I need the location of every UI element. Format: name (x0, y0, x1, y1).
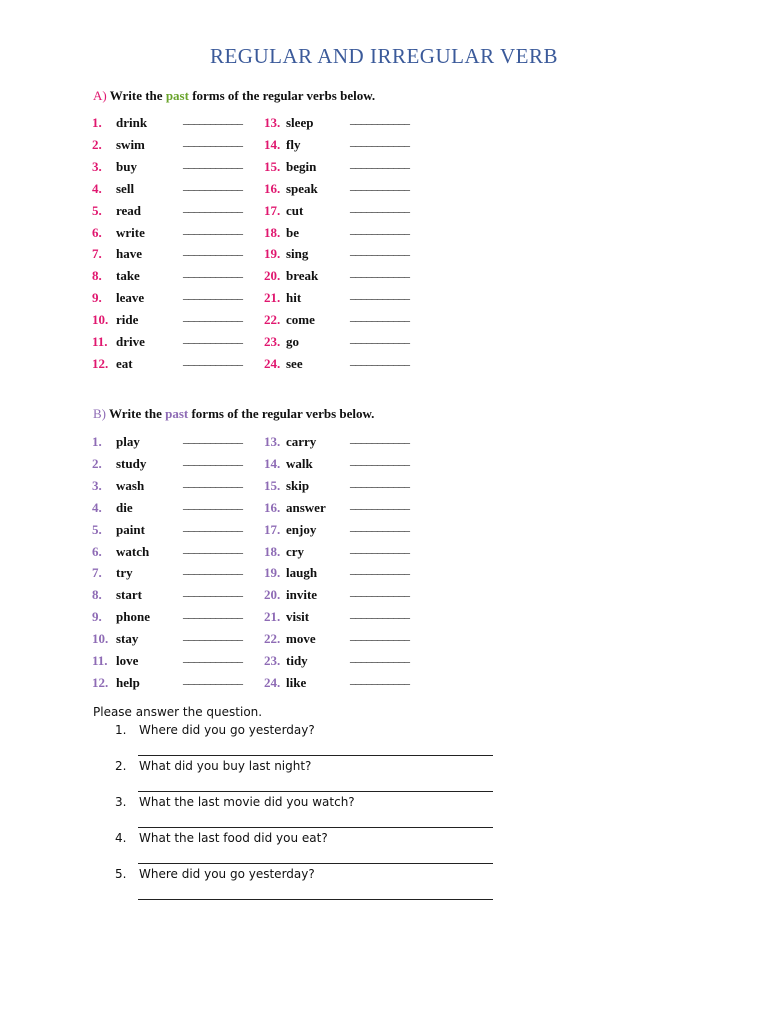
verb-number: 20. (264, 268, 281, 284)
verb-word: study (116, 455, 147, 471)
verb-word: skip (286, 477, 310, 493)
section-a-text-after: forms of the regular verbs below. (192, 88, 376, 103)
verb-item (92, 543, 149, 561)
verb-word: paint (116, 521, 145, 537)
question-number: 3. (115, 795, 127, 809)
verb-number: 3. (92, 158, 102, 174)
verb-item (264, 245, 308, 263)
answer-blank[interactable]: ___________ (183, 177, 243, 192)
answer-blank[interactable]: ___________ (183, 112, 243, 126)
answer-blank[interactable]: ___________ (350, 452, 410, 467)
answer-blank[interactable]: ___________ (350, 112, 410, 126)
answer-blank[interactable]: ___________ (350, 309, 410, 324)
answer-line[interactable] (138, 863, 493, 864)
verb-word: sing (286, 246, 309, 262)
verb-number: 1. (92, 115, 102, 130)
verb-word: eat (116, 355, 133, 371)
verb-number: 3. (92, 477, 102, 493)
verb-number: 7. (92, 565, 102, 581)
verb-number: 7. (92, 246, 102, 262)
verb-number: 9. (92, 609, 102, 625)
verb-item (264, 586, 317, 604)
question-text: Where did you go yesterday? (139, 723, 315, 737)
verb-word: come (286, 312, 315, 328)
answer-blank[interactable]: ___________ (350, 584, 410, 599)
verb-item (92, 433, 140, 451)
answer-blank[interactable]: ___________ (183, 221, 243, 236)
answer-blank[interactable]: ___________ (350, 199, 410, 214)
verb-word: sleep (286, 115, 314, 130)
verb-item (92, 674, 140, 692)
verb-number: 16. (264, 499, 281, 515)
answer-blank[interactable]: ___________ (183, 628, 243, 643)
verb-word: read (116, 202, 142, 218)
verb-number: 6. (92, 543, 102, 559)
section-b-text-before: Write the (109, 406, 162, 421)
verb-word: wash (116, 477, 145, 493)
answer-blank[interactable]: ___________ (183, 452, 243, 467)
verb-item (264, 521, 316, 539)
verb-number: 20. (264, 587, 281, 603)
section-a-heading (93, 88, 375, 104)
verb-number: 2. (92, 455, 102, 471)
verb-item (264, 289, 301, 307)
verb-item (264, 543, 304, 561)
verb-number: 9. (92, 290, 102, 306)
verb-item (264, 455, 313, 473)
section-a-letter: A) (93, 88, 107, 103)
answer-blank[interactable]: ___________ (183, 287, 243, 302)
verb-word: play (116, 434, 140, 449)
verb-item (264, 674, 306, 692)
verb-number: 13. (264, 434, 281, 449)
verb-number: 14. (264, 136, 281, 152)
verb-number: 23. (264, 653, 281, 668)
verb-number: 17. (264, 202, 281, 218)
verb-word: speak (286, 180, 318, 196)
verb-word: laugh (286, 565, 318, 581)
answer-blank[interactable]: ___________ (183, 671, 243, 686)
section-b-letter: B) (93, 406, 106, 421)
answer-blank[interactable]: ___________ (183, 331, 243, 345)
answer-line[interactable] (138, 827, 493, 828)
verb-word: cry (286, 543, 305, 559)
verb-number: 8. (92, 587, 102, 603)
verb-item (92, 355, 133, 373)
question-number: 2. (115, 759, 127, 773)
verb-word: move (286, 631, 316, 647)
verb-number: 5. (92, 521, 102, 537)
questions-intro: Please answer the question. (93, 705, 263, 719)
verb-word: answer (286, 499, 326, 515)
verb-word: sell (116, 180, 135, 196)
answer-blank[interactable]: ___________ (350, 496, 410, 511)
answer-blank[interactable]: ___________ (350, 431, 410, 445)
verb-word: break (286, 268, 319, 284)
verb-word: ride (116, 312, 139, 328)
answer-blank[interactable]: ___________ (183, 133, 243, 148)
verb-item (264, 311, 315, 329)
verb-word: cut (286, 202, 304, 218)
verb-word: tidy (286, 653, 308, 668)
verb-item (92, 224, 145, 242)
verb-item (92, 114, 147, 132)
answer-blank[interactable]: ___________ (350, 243, 410, 258)
verb-item (264, 114, 313, 132)
verb-number: 14. (264, 455, 281, 471)
verb-number: 19. (264, 565, 281, 581)
answer-line[interactable] (138, 899, 493, 900)
verb-number: 12. (92, 674, 109, 690)
answer-blank[interactable]: ___________ (183, 352, 243, 367)
answer-blank[interactable]: ___________ (183, 562, 243, 577)
verb-item (92, 311, 138, 329)
question-text: Where did you go yesterday? (139, 867, 315, 881)
verb-item (92, 564, 133, 582)
verb-item (264, 267, 318, 285)
verb-item (92, 245, 142, 263)
verb-item (92, 136, 145, 154)
verb-item (92, 333, 145, 351)
verb-word: die (116, 499, 133, 515)
question-text: What did you buy last night? (139, 759, 312, 773)
verb-word: take (116, 268, 140, 284)
verb-word: have (116, 246, 142, 262)
verb-item (264, 158, 316, 176)
answer-blank[interactable]: ___________ (183, 474, 243, 489)
verb-number: 5. (92, 202, 102, 218)
verb-word: visit (286, 609, 310, 625)
section-b-heading (93, 406, 374, 422)
verb-word: stay (116, 631, 139, 647)
verb-item (264, 564, 317, 582)
answer-blank[interactable]: ___________ (350, 606, 410, 621)
verb-item (92, 499, 133, 517)
verb-item (92, 267, 140, 285)
verb-item (264, 652, 308, 670)
verb-number: 11. (92, 334, 108, 349)
verb-number: 10. (92, 312, 109, 328)
verb-number: 2. (92, 136, 102, 152)
answer-blank[interactable]: ___________ (183, 540, 243, 555)
question-number: 1. (115, 723, 127, 737)
verb-item (264, 333, 299, 351)
verb-item (264, 180, 318, 198)
verb-number: 11. (92, 653, 108, 668)
verb-number: 23. (264, 334, 281, 349)
answer-blank[interactable]: ___________ (350, 221, 410, 236)
question-text: What the last food did you eat? (139, 831, 328, 845)
verb-item (264, 608, 309, 626)
verb-item (92, 202, 141, 220)
answer-blank[interactable]: ___________ (350, 540, 410, 555)
verb-number: 10. (92, 631, 109, 647)
verb-number: 4. (92, 499, 102, 515)
answer-blank[interactable]: ___________ (350, 474, 410, 489)
answer-blank[interactable]: ___________ (350, 287, 410, 302)
verb-number: 8. (92, 268, 102, 284)
answer-blank[interactable]: ___________ (350, 352, 410, 367)
verb-item (264, 499, 326, 517)
answer-blank[interactable]: ___________ (183, 496, 243, 511)
verb-word: write (116, 224, 145, 240)
verb-number: 6. (92, 224, 102, 240)
verb-item (264, 477, 309, 495)
verb-number: 24. (264, 355, 281, 371)
answer-line[interactable] (138, 791, 493, 792)
verb-item (92, 180, 134, 198)
answer-blank[interactable]: ___________ (183, 518, 243, 533)
verb-number: 21. (264, 290, 281, 306)
verb-item (92, 652, 138, 670)
verb-number: 22. (264, 312, 281, 328)
verb-word: start (116, 587, 142, 603)
verb-word: swim (116, 136, 145, 152)
verb-number: 4. (92, 180, 102, 196)
answer-blank[interactable]: ___________ (183, 199, 243, 214)
answer-blank[interactable]: ___________ (350, 518, 410, 533)
verb-word: invite (286, 587, 318, 603)
verb-word: like (286, 674, 307, 690)
answer-blank[interactable]: ___________ (350, 133, 410, 148)
verb-number: 1. (92, 434, 102, 449)
answer-blank[interactable]: ___________ (350, 628, 410, 643)
verb-word: carry (286, 434, 317, 449)
verb-word: watch (116, 543, 150, 559)
verb-item (264, 224, 299, 242)
verb-number: 15. (264, 477, 281, 493)
verb-number: 19. (264, 246, 281, 262)
verb-item (92, 521, 145, 539)
verb-number: 15. (264, 158, 281, 174)
verb-item (264, 433, 316, 451)
verb-word: go (286, 334, 299, 349)
answer-blank[interactable]: ___________ (183, 243, 243, 258)
verb-word: begin (286, 158, 317, 174)
question-number: 4. (115, 831, 127, 845)
verb-item (264, 355, 303, 373)
verb-number: 21. (264, 609, 281, 625)
answer-blank[interactable]: ___________ (183, 606, 243, 621)
section-a-past-word: past (165, 88, 189, 103)
answer-blank[interactable]: ___________ (183, 584, 243, 599)
verb-word: try (116, 565, 133, 581)
verb-item (264, 202, 303, 220)
verb-item (92, 608, 150, 626)
verb-number: 13. (264, 115, 281, 130)
answer-blank[interactable]: ___________ (183, 309, 243, 324)
verb-word: drive (116, 334, 145, 349)
verb-number: 22. (264, 631, 281, 647)
section-b-text-after: forms of the regular verbs below. (191, 406, 375, 421)
answer-blank[interactable]: ___________ (350, 562, 410, 577)
question-number: 5. (115, 867, 127, 881)
verb-word: be (286, 224, 299, 240)
verb-word: hit (286, 290, 302, 306)
verb-item (92, 477, 144, 495)
verb-word: help (116, 674, 140, 690)
verb-word: fly (286, 136, 301, 152)
verb-word: enjoy (286, 521, 317, 537)
verb-item (264, 630, 316, 648)
answer-blank[interactable]: ___________ (350, 177, 410, 192)
verb-item (92, 630, 138, 648)
answer-blank[interactable]: ___________ (350, 331, 410, 345)
answer-blank[interactable]: ___________ (350, 155, 410, 170)
verb-word: phone (116, 609, 150, 625)
verb-item (264, 136, 300, 154)
verb-number: 16. (264, 180, 281, 196)
verb-number: 24. (264, 674, 281, 690)
verb-word: leave (116, 290, 145, 306)
verb-word: walk (286, 455, 313, 471)
answer-blank[interactable]: ___________ (183, 650, 243, 664)
verb-word: buy (116, 158, 137, 174)
section-a-text-before: Write the (109, 88, 163, 103)
verb-item (92, 289, 144, 307)
verb-word: love (116, 653, 139, 668)
answer-blank[interactable]: ___________ (350, 671, 410, 686)
verb-word: drink (116, 115, 148, 130)
verb-number: 17. (264, 521, 281, 537)
answer-line[interactable] (138, 755, 493, 756)
section-b-past-word: past (165, 406, 189, 421)
verb-item (92, 455, 146, 473)
answer-blank[interactable]: ___________ (183, 265, 243, 280)
answer-blank[interactable]: ___________ (350, 650, 410, 664)
verb-item (92, 158, 137, 176)
answer-blank[interactable]: ___________ (183, 155, 243, 170)
verb-number: 12. (92, 355, 109, 371)
verb-number: 18. (264, 543, 281, 559)
answer-blank[interactable]: ___________ (183, 431, 243, 445)
page-title: REGULAR AND IRREGULAR VERB (209, 44, 559, 68)
verb-number: 18. (264, 224, 281, 240)
verb-word: see (286, 355, 303, 371)
question-text: What the last movie did you watch? (139, 795, 355, 809)
verb-item (92, 586, 142, 604)
answer-blank[interactable]: ___________ (350, 265, 410, 280)
